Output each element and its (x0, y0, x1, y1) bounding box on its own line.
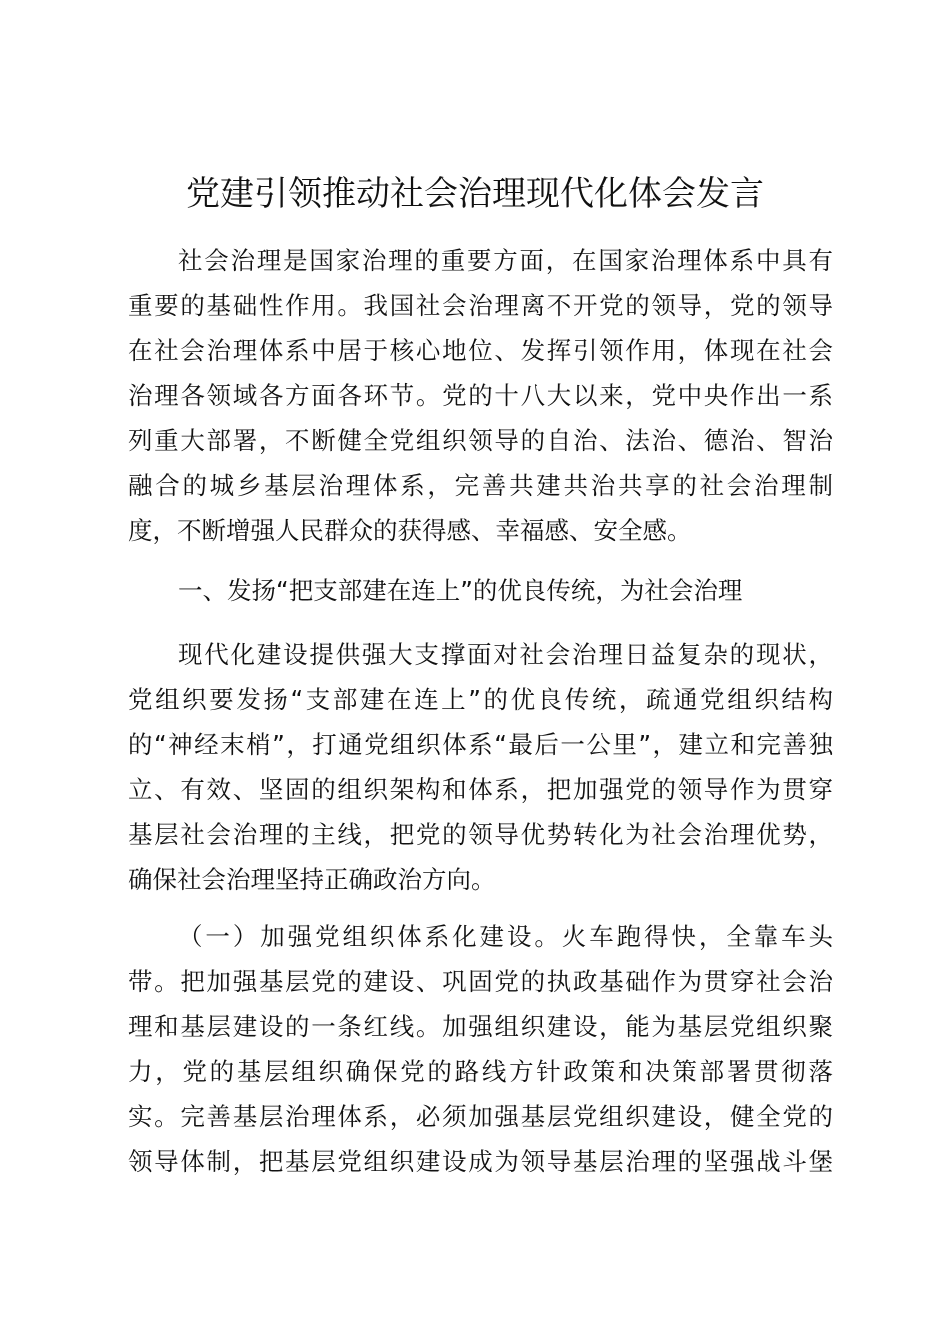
paragraph-line: 现代化建设提供强大支撑面对社会治理日益复杂的现状， (178, 640, 833, 669)
paragraph-line: 党组织要发扬“支部建在连上”的优良传统，疏通党组织结构 (128, 685, 833, 714)
paragraph-line: 度，不断增强人民群众的获得感、幸福感、安全感。 (128, 516, 692, 545)
paragraph-2 (128, 632, 833, 902)
paragraph-line: 领导体制，把基层党组织建设成为领导基层治理的坚强战斗堡 (128, 1147, 833, 1176)
section-heading-text: 一、发扬“把支部建在连上”的优良传统，为社会治理 (178, 576, 743, 605)
paragraph-line: 带。把加强基层党的建设、巩固党的执政基础作为贯穿社会治 (128, 967, 833, 996)
paragraph-line: 立、有效、坚固的组织架构和体系，把加强党的领导作为贯穿 (128, 775, 833, 804)
paragraph-line: 实。完善基层治理体系，必须加强基层党组织建设，健全党的 (128, 1102, 833, 1131)
paragraph-line: 重要的基础性作用。我国社会治理离不开党的领导，党的领导 (128, 291, 833, 320)
paragraph-line: 理和基层建设的一条红线。加强组织建设，能为基层党组织聚 (128, 1012, 833, 1041)
paragraph-line: 治理各领域各方面各环节。党的十八大以来，党中央作出一系 (128, 381, 833, 410)
paragraph-line: 融合的城乡基层治理体系，完善共建共治共享的社会治理制 (128, 471, 833, 500)
paragraph-1 (128, 238, 833, 553)
paragraph-line: 基层社会治理的主线，把党的领导优势转化为社会治理优势， (128, 820, 833, 849)
paragraph-line: 的“神经末梢”，打通党组织体系“最后一公里”，建立和完善独 (128, 730, 833, 759)
paragraph-line: 确保社会治理坚持正确政治方向。 (128, 865, 496, 894)
paragraph-line: 力，党的基层组织确保党的路线方针政策和决策部署贯彻落 (128, 1057, 833, 1086)
document-title: 党建引领推动社会治理现代化体会发言 (186, 174, 764, 214)
paragraph-3 (128, 914, 833, 1184)
paragraph-line: （一）加强党组织体系化建设。火车跑得快，全靠车头 (178, 922, 833, 951)
paragraph-line: 社会治理是国家治理的重要方面，在国家治理体系中具有 (178, 246, 833, 275)
section-heading-1 (128, 568, 833, 613)
paragraph-line: 列重大部署，不断健全党组织领导的自治、法治、德治、智治 (128, 426, 833, 455)
paragraph-line: 在社会治理体系中居于核心地位、发挥引领作用，体现在社会 (128, 336, 833, 365)
